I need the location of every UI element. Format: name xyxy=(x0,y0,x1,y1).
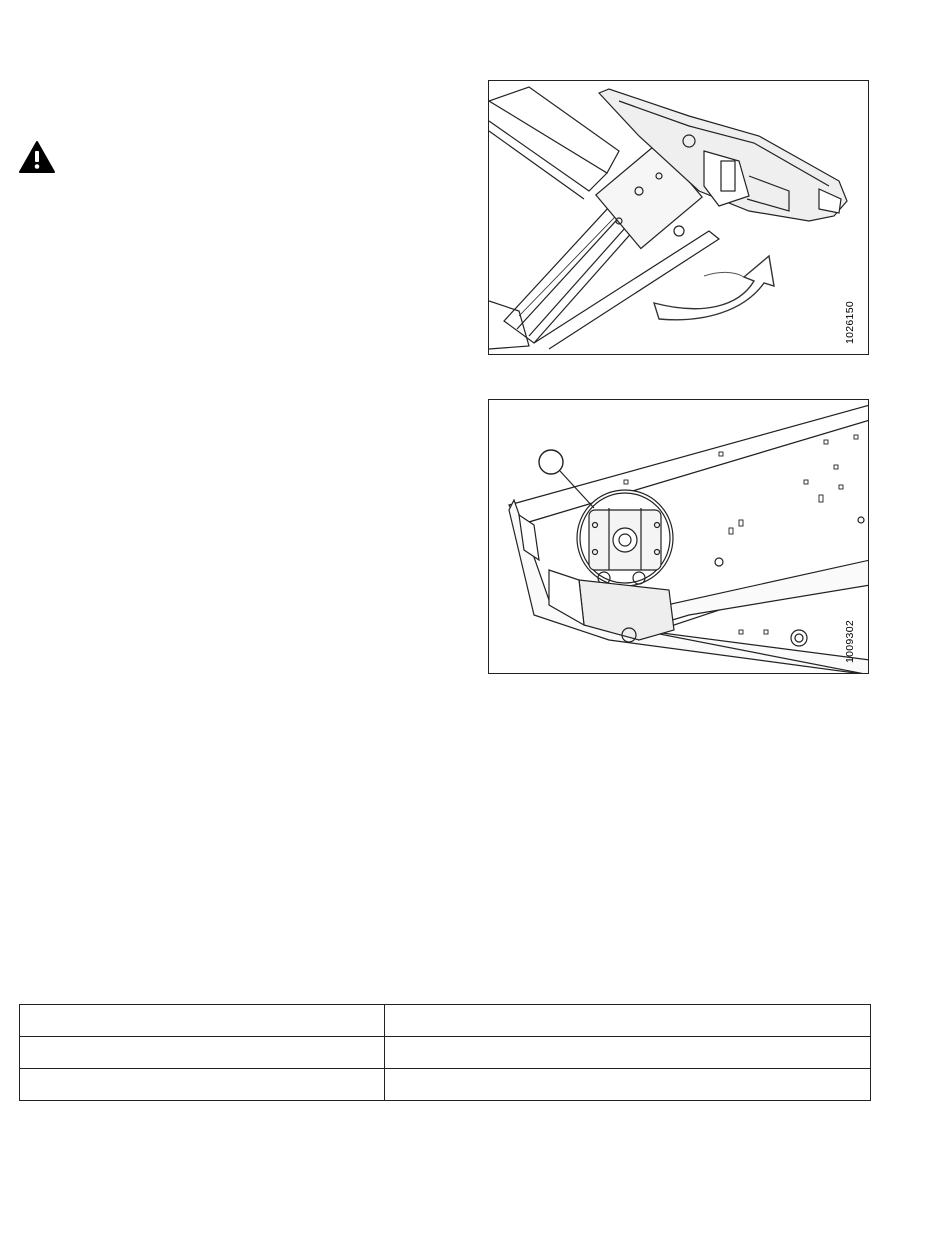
table-cell xyxy=(20,1005,385,1037)
table-cell xyxy=(385,1005,871,1037)
figure-id: 1009302 xyxy=(844,620,856,663)
table-cell xyxy=(385,1037,871,1069)
table-row xyxy=(20,1037,871,1069)
spec-table xyxy=(19,1004,871,1101)
table-cell xyxy=(20,1037,385,1069)
figure-header-rotation xyxy=(488,80,869,355)
table-row xyxy=(20,1069,871,1101)
warning-triangle-icon xyxy=(18,140,56,174)
wheel-mount-illustration xyxy=(489,400,869,674)
table-row xyxy=(20,1005,871,1037)
table-cell xyxy=(20,1069,385,1101)
table-cell xyxy=(385,1069,871,1101)
header-rotation-illustration xyxy=(489,81,869,355)
callout-circle xyxy=(539,450,563,474)
figure-id: 1026150 xyxy=(844,301,856,344)
figure-wheel-mount xyxy=(488,399,869,674)
